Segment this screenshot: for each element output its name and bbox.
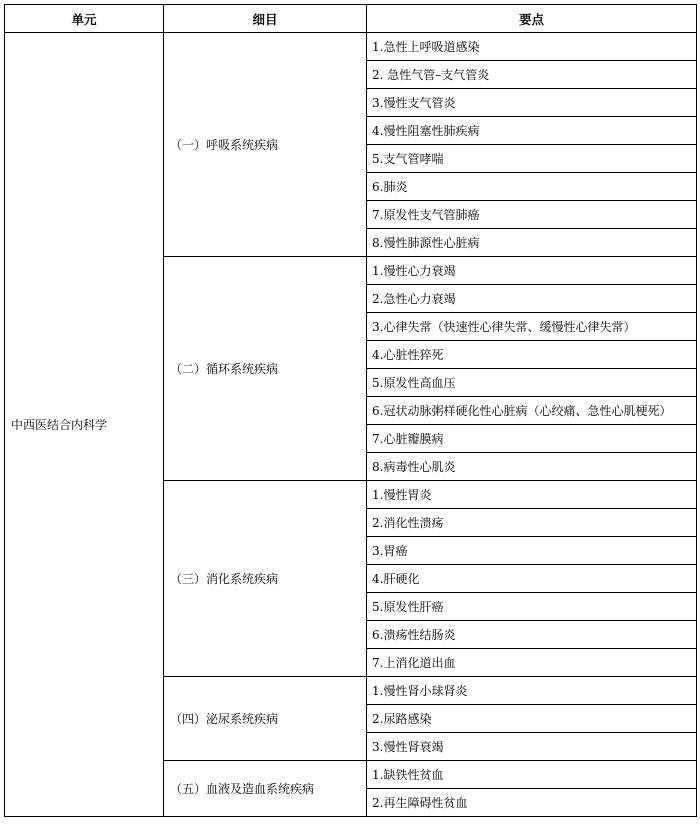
header-item: 细目 [164, 5, 367, 33]
point-cell: 6.冠状动脉粥样硬化性心脏病（心绞痛、急性心肌梗死） [367, 397, 697, 425]
point-cell: 2.消化性溃疡 [367, 509, 697, 537]
point-cell: 8.病毒性心肌炎 [367, 453, 697, 481]
point-cell: 1.慢性肾小球肾炎 [367, 677, 697, 705]
table-row [5, 33, 697, 61]
point-cell: 5.原发性高血压 [367, 369, 697, 397]
point-cell: 5.原发性肝癌 [367, 593, 697, 621]
header-point: 要点 [367, 5, 697, 33]
unit-cell: 中西医结合内科学 [5, 33, 164, 817]
point-cell: 3.胃癌 [367, 537, 697, 565]
point-cell: 3.心律失常（快速性心律失常、缓慢性心律失常） [367, 313, 697, 341]
point-cell: 2.再生障碍性贫血 [367, 789, 697, 817]
header-unit: 单元 [5, 5, 164, 33]
point-cell: 4.肝硬化 [367, 565, 697, 593]
point-cell: 8.慢性肺源性心脏病 [367, 229, 697, 257]
point-cell: 4.心脏性猝死 [367, 341, 697, 369]
item-cell: （三）消化系统疾病 [164, 481, 367, 677]
item-cell: （五）血液及造血系统疾病 [164, 761, 367, 817]
point-cell: 1.急性上呼吸道感染 [367, 33, 697, 61]
item-cell: （四）泌尿系统疾病 [164, 677, 367, 761]
point-cell: 7.原发性支气管肺癌 [367, 201, 697, 229]
point-cell: 7.心脏瓣膜病 [367, 425, 697, 453]
item-cell: （一）呼吸系统疾病 [164, 33, 367, 257]
point-cell: 4.慢性阻塞性肺疾病 [367, 117, 697, 145]
point-cell: 5.支气管哮喘 [367, 145, 697, 173]
point-cell: 2.急性心力衰竭 [367, 285, 697, 313]
point-cell: 2.尿路感染 [367, 705, 697, 733]
point-cell: 3.慢性支气管炎 [367, 89, 697, 117]
table-body [5, 33, 697, 817]
point-cell: 3.慢性肾衰竭 [367, 733, 697, 761]
point-cell: 6.肺炎 [367, 173, 697, 201]
point-cell: 1.慢性心力衰竭 [367, 257, 697, 285]
point-cell: 2. 急性气管–支气管炎 [367, 61, 697, 89]
header-row [5, 5, 697, 33]
syllabus-table [4, 4, 697, 817]
point-cell: 7.上消化道出血 [367, 649, 697, 677]
point-cell: 1.缺铁性贫血 [367, 761, 697, 789]
point-cell: 1.慢性胃炎 [367, 481, 697, 509]
point-cell: 6.溃疡性结肠炎 [367, 621, 697, 649]
item-cell: （二）循环系统疾病 [164, 257, 367, 481]
